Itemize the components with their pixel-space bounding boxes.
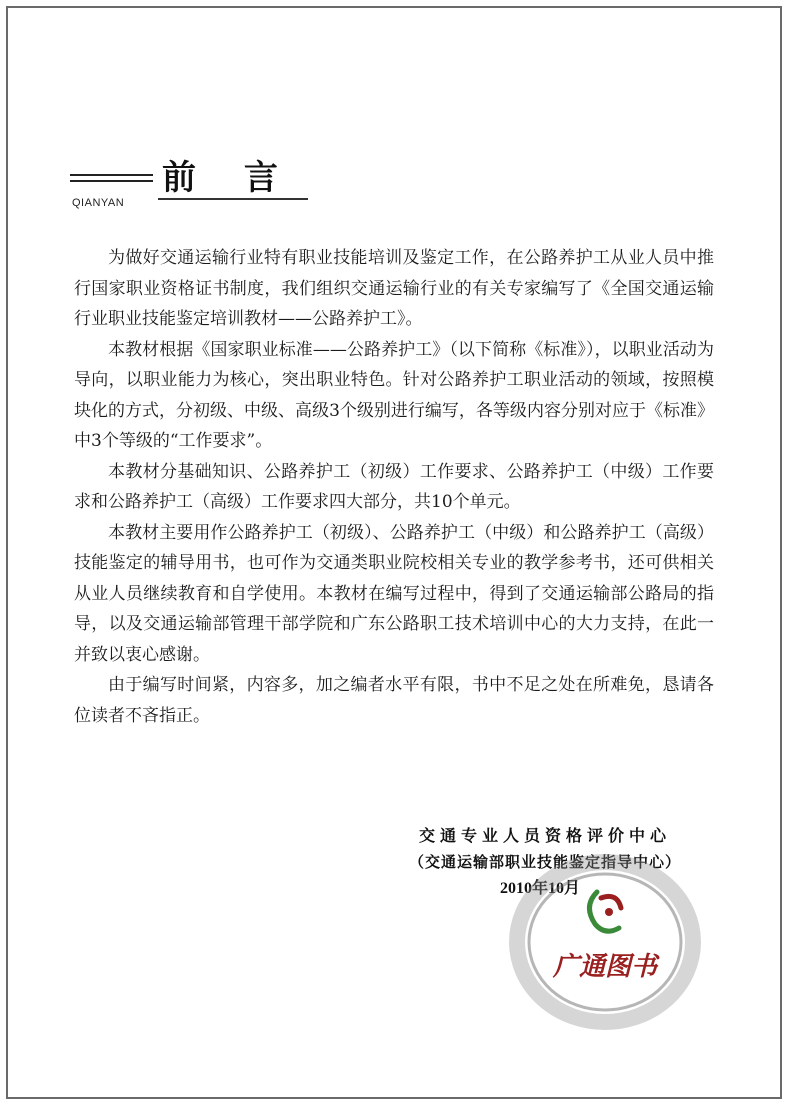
signature-organization: 交通专业人员资格评价中心 xyxy=(418,826,671,845)
paragraph: 本教材根据《国家职业标准——公路养护工》（以下简称《标准》），以职业活动为导向，以职业能力为核心，突出职业特色。针对公路养护工职业活动的领域，按照模块化的方式，分初级、中级、高级3个级别进行编写，各等级内容分别对应于《标准》中3个等级的“工作要求”。 xyxy=(74,339,714,451)
heading-double-rule xyxy=(70,174,153,182)
preface-body xyxy=(74,243,714,731)
signature-sub-organization: （交通运输部职业技能鉴定指导中心） xyxy=(408,853,681,871)
paragraph: 本教材分基础知识、公路养护工（初级）工作要求、公路养护工（中级）工作要求和公路养护工（高级）工作要求四大部分，共10个单元。 xyxy=(74,461,714,512)
paragraph: 为做好交通运输行业特有职业技能培训及鉴定工作，在公路养护工从业人员中推行国家职业资格证书制度，我们组织交通运输行业的有关专家编写了《全国交通运输行业职业技能鉴定培训教材——公路养护工》。 xyxy=(74,248,714,329)
title-pinyin: QIANYAN xyxy=(72,197,125,209)
paragraph: 本教材主要用作公路养护工（初级）、公路养护工（中级）和公路养护工（高级）技能鉴定的辅导用书，也可作为交通类职业院校相关专业的教学参考书，还可供相关从业人员继续教育和自学使用。本教材在编写过程中，得到了交通运输部公路局的指导，以及交通运输部管理干部学院和广东公路职工技术培训中心的大力支持，在此一并致以衷心感谢。 xyxy=(74,522,714,665)
title-underline xyxy=(158,198,308,200)
svg-text:广通图书: 广通图书 xyxy=(552,952,658,982)
paragraph: 由于编写时间紧，内容多，加之编者水平有限，书中不足之处在所难免，恳请各位读者不吝指正。 xyxy=(74,675,714,726)
preface-heading xyxy=(70,150,320,220)
page-title: 前 言 xyxy=(162,158,296,198)
signature-date: 2010年10月 xyxy=(499,880,580,897)
publisher-stamp-logo xyxy=(505,850,705,1030)
